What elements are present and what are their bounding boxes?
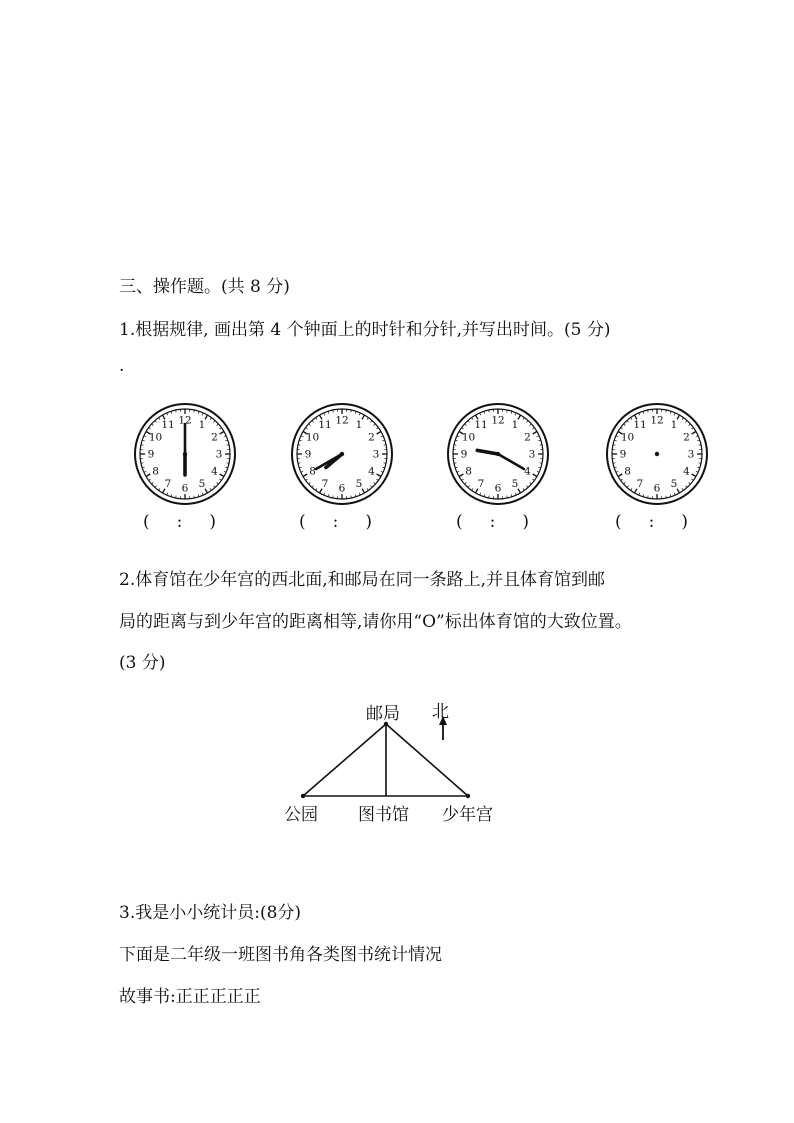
label-north: 北 xyxy=(432,702,449,722)
question-3-story-books: 故事书:正正正正正 xyxy=(119,987,261,1007)
road-post-park xyxy=(303,724,386,796)
clock-number-8: 8 xyxy=(152,465,159,478)
clock-number-7: 7 xyxy=(636,478,644,491)
colon: : xyxy=(489,512,496,532)
clock-number-7: 7 xyxy=(164,478,172,491)
clock-2-face xyxy=(290,402,394,506)
question-1: 1.根据规律, 画出第 4 个钟面上的时针和分针,并写出时间。(5 分) xyxy=(119,320,611,340)
question-2-line-1: 2.体育馆在少年宫的西北面,和邮局在同一条路上,并且体育馆到邮 xyxy=(119,570,606,590)
clock-number-6: 6 xyxy=(338,482,346,495)
clock-number-4: 4 xyxy=(211,465,218,478)
clock-number-5: 5 xyxy=(670,478,678,491)
paren-open: ( xyxy=(615,512,622,532)
clock-number-12: 12 xyxy=(335,414,349,427)
clock-1-face xyxy=(133,402,237,506)
clock-1 xyxy=(133,402,237,506)
clock-2 xyxy=(290,402,394,506)
label-post-office: 邮局 xyxy=(366,704,400,724)
clock-number-10: 10 xyxy=(148,431,163,444)
colon: : xyxy=(332,512,339,532)
clock-number-3: 3 xyxy=(687,448,695,461)
clock-number-1: 1 xyxy=(355,419,363,432)
clock-number-12: 12 xyxy=(491,414,505,427)
clock-number-8: 8 xyxy=(465,465,472,478)
label-youth-palace: 少年宫 xyxy=(442,805,493,825)
clock-number-11: 11 xyxy=(474,419,488,432)
colon: : xyxy=(648,512,655,532)
clock-center-pin xyxy=(183,452,187,456)
park-dot xyxy=(301,794,305,798)
clock-number-4: 4 xyxy=(683,465,690,478)
clock-number-2: 2 xyxy=(524,431,531,444)
paren-open: ( xyxy=(456,512,463,532)
clock-number-3: 3 xyxy=(372,448,380,461)
clock-number-10: 10 xyxy=(620,431,635,444)
clock-3 xyxy=(446,402,550,506)
paren-close: ) xyxy=(522,512,530,532)
question-2-line-3: (3 分) xyxy=(119,653,166,673)
clock-4-face[interactable] xyxy=(605,402,709,506)
clock-number-4: 4 xyxy=(368,465,375,478)
section-heading: 三、操作题。(共 8 分) xyxy=(119,277,290,297)
question-3-intro: 下面是二年级一班图书角各类图书统计情况 xyxy=(119,945,442,965)
clock-number-11: 11 xyxy=(161,419,175,432)
question-2-line-2: 局的距离与到少年宫的距离相等,请你用“O”标出体育馆的大致位置。 xyxy=(119,612,632,632)
clock-number-7: 7 xyxy=(321,478,329,491)
clock-number-11: 11 xyxy=(318,419,332,432)
paren-open: ( xyxy=(143,512,150,532)
clock-number-3: 3 xyxy=(528,448,536,461)
clock-number-10: 10 xyxy=(461,431,476,444)
colon: : xyxy=(176,512,183,532)
clock-number-2: 2 xyxy=(211,431,218,444)
paren-close: ) xyxy=(365,512,373,532)
label-park: 公园 xyxy=(284,805,318,825)
clock-center-pin xyxy=(496,452,500,456)
answer-blank-3[interactable] xyxy=(456,512,529,532)
clock-number-8: 8 xyxy=(309,465,316,478)
clock-number-5: 5 xyxy=(198,478,206,491)
answer-blank-2[interactable] xyxy=(299,512,372,532)
clock-number-5: 5 xyxy=(355,478,363,491)
clock-number-2: 2 xyxy=(683,431,690,444)
clock-number-2: 2 xyxy=(368,431,375,444)
clock-number-11: 11 xyxy=(633,419,647,432)
question-1-dot: . xyxy=(119,356,125,376)
clock-center-pin xyxy=(340,452,344,456)
clock-number-9: 9 xyxy=(304,448,312,461)
clock-center-pin xyxy=(655,452,659,456)
clock-number-5: 5 xyxy=(511,478,519,491)
clock-number-12: 12 xyxy=(178,414,192,427)
clock-number-6: 6 xyxy=(494,482,502,495)
road-post-youth xyxy=(386,724,468,796)
answer-blank-4[interactable] xyxy=(615,512,688,532)
clock-number-8: 8 xyxy=(624,465,631,478)
clock-number-12: 12 xyxy=(650,414,664,427)
location-map[interactable] xyxy=(276,694,516,829)
paren-open: ( xyxy=(299,512,306,532)
clock-number-6: 6 xyxy=(653,482,661,495)
clock-3-face xyxy=(446,402,550,506)
youth-palace-dot xyxy=(466,794,470,798)
clock-number-6: 6 xyxy=(181,482,189,495)
clock-number-10: 10 xyxy=(305,431,320,444)
clock-number-9: 9 xyxy=(619,448,627,461)
clock-number-7: 7 xyxy=(477,478,485,491)
clock-number-1: 1 xyxy=(198,419,206,432)
clock-number-9: 9 xyxy=(460,448,468,461)
clock-number-1: 1 xyxy=(511,419,519,432)
paren-close: ) xyxy=(681,512,689,532)
clock-number-4: 4 xyxy=(524,465,531,478)
paren-close: ) xyxy=(209,512,217,532)
answer-blank-1[interactable] xyxy=(143,512,216,532)
clock-number-1: 1 xyxy=(670,419,678,432)
clock-number-9: 9 xyxy=(147,448,155,461)
question-3: 3.我是小小统计员:(8分) xyxy=(119,903,302,923)
clock-number-3: 3 xyxy=(215,448,223,461)
label-library: 图书馆 xyxy=(358,805,409,825)
clock-4[interactable] xyxy=(605,402,709,506)
